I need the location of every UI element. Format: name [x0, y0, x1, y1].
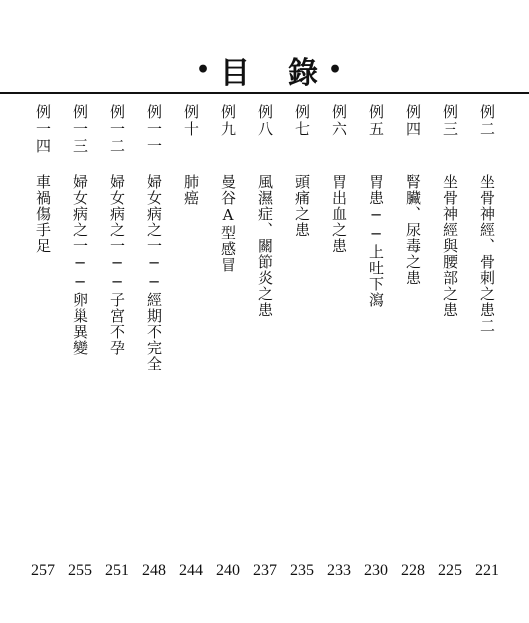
page-number: 228: [401, 562, 425, 579]
page-number: 244: [179, 562, 203, 579]
toc-entry[interactable]: [254, 104, 276, 554]
toc-entry[interactable]: [69, 104, 91, 554]
title-bullet-left: •: [195, 57, 214, 83]
toc-entry[interactable]: [439, 104, 461, 554]
entry-title: 胃患──上吐下瀉: [367, 174, 385, 308]
page-number: 255: [68, 562, 92, 579]
page-number: 237: [253, 562, 277, 579]
entry-title: 車禍傷手足: [34, 174, 52, 254]
entry-title: 坐骨神經與腰部之患: [441, 174, 459, 318]
entry-number: 例一一: [145, 104, 163, 155]
title-text: 目 錄: [220, 56, 322, 91]
entry-title: 曼谷A型感冒: [219, 174, 237, 273]
entry-number: 例十: [182, 104, 200, 138]
page-number: 233: [327, 562, 351, 579]
entry-number: 例一四: [34, 104, 52, 155]
entry-number: 例九: [219, 104, 237, 138]
entry-number: 例一三: [71, 104, 89, 155]
toc-entry[interactable]: [180, 104, 202, 554]
page-number: 230: [364, 562, 388, 579]
entry-number: 例六: [330, 104, 348, 138]
title-bullet-right: •: [328, 57, 347, 83]
toc-entry[interactable]: [217, 104, 239, 554]
toc-entry[interactable]: [328, 104, 350, 554]
header-divider: [0, 92, 529, 94]
toc-entry[interactable]: [402, 104, 424, 554]
entry-number: 例三: [441, 104, 459, 138]
page-number: 251: [105, 562, 129, 579]
toc-entry[interactable]: [291, 104, 313, 554]
page-number: 225: [438, 562, 462, 579]
page-number: 221: [475, 562, 499, 579]
page-number: 257: [31, 562, 55, 579]
entry-title: 腎臟、尿毒之患: [404, 174, 422, 286]
page-number: 240: [216, 562, 240, 579]
toc-entry[interactable]: [143, 104, 165, 554]
entry-number: 例八: [256, 104, 274, 138]
toc-entry[interactable]: [106, 104, 128, 554]
page-number: 248: [142, 562, 166, 579]
toc-entry[interactable]: [476, 104, 498, 554]
entry-number: 例四: [404, 104, 422, 138]
entry-title: 婦女病之一──卵巢異變: [71, 174, 89, 356]
toc-header: [0, 50, 529, 90]
toc-entry[interactable]: [365, 104, 387, 554]
page-number: 235: [290, 562, 314, 579]
entry-title: 坐骨神經、骨刺之患二: [478, 174, 496, 334]
entry-number: 例一二: [108, 104, 126, 155]
page-numbers-row: [0, 560, 529, 582]
entry-title: 胃出血之患: [330, 174, 348, 254]
toc-entries: [0, 104, 529, 554]
entry-title: 肺癌: [182, 174, 200, 206]
toc-entry[interactable]: [32, 104, 54, 554]
entry-number: 例二: [478, 104, 496, 138]
entry-title: 風濕症、關節炎之患: [256, 174, 274, 318]
page-title: [196, 50, 346, 90]
entry-number: 例五: [367, 104, 385, 138]
entry-title: 頭痛之患: [293, 174, 311, 238]
entry-title: 婦女病之一──子宮不孕: [108, 174, 126, 356]
entry-number: 例七: [293, 104, 311, 138]
entry-title: 婦女病之一──經期不完全: [145, 174, 163, 372]
